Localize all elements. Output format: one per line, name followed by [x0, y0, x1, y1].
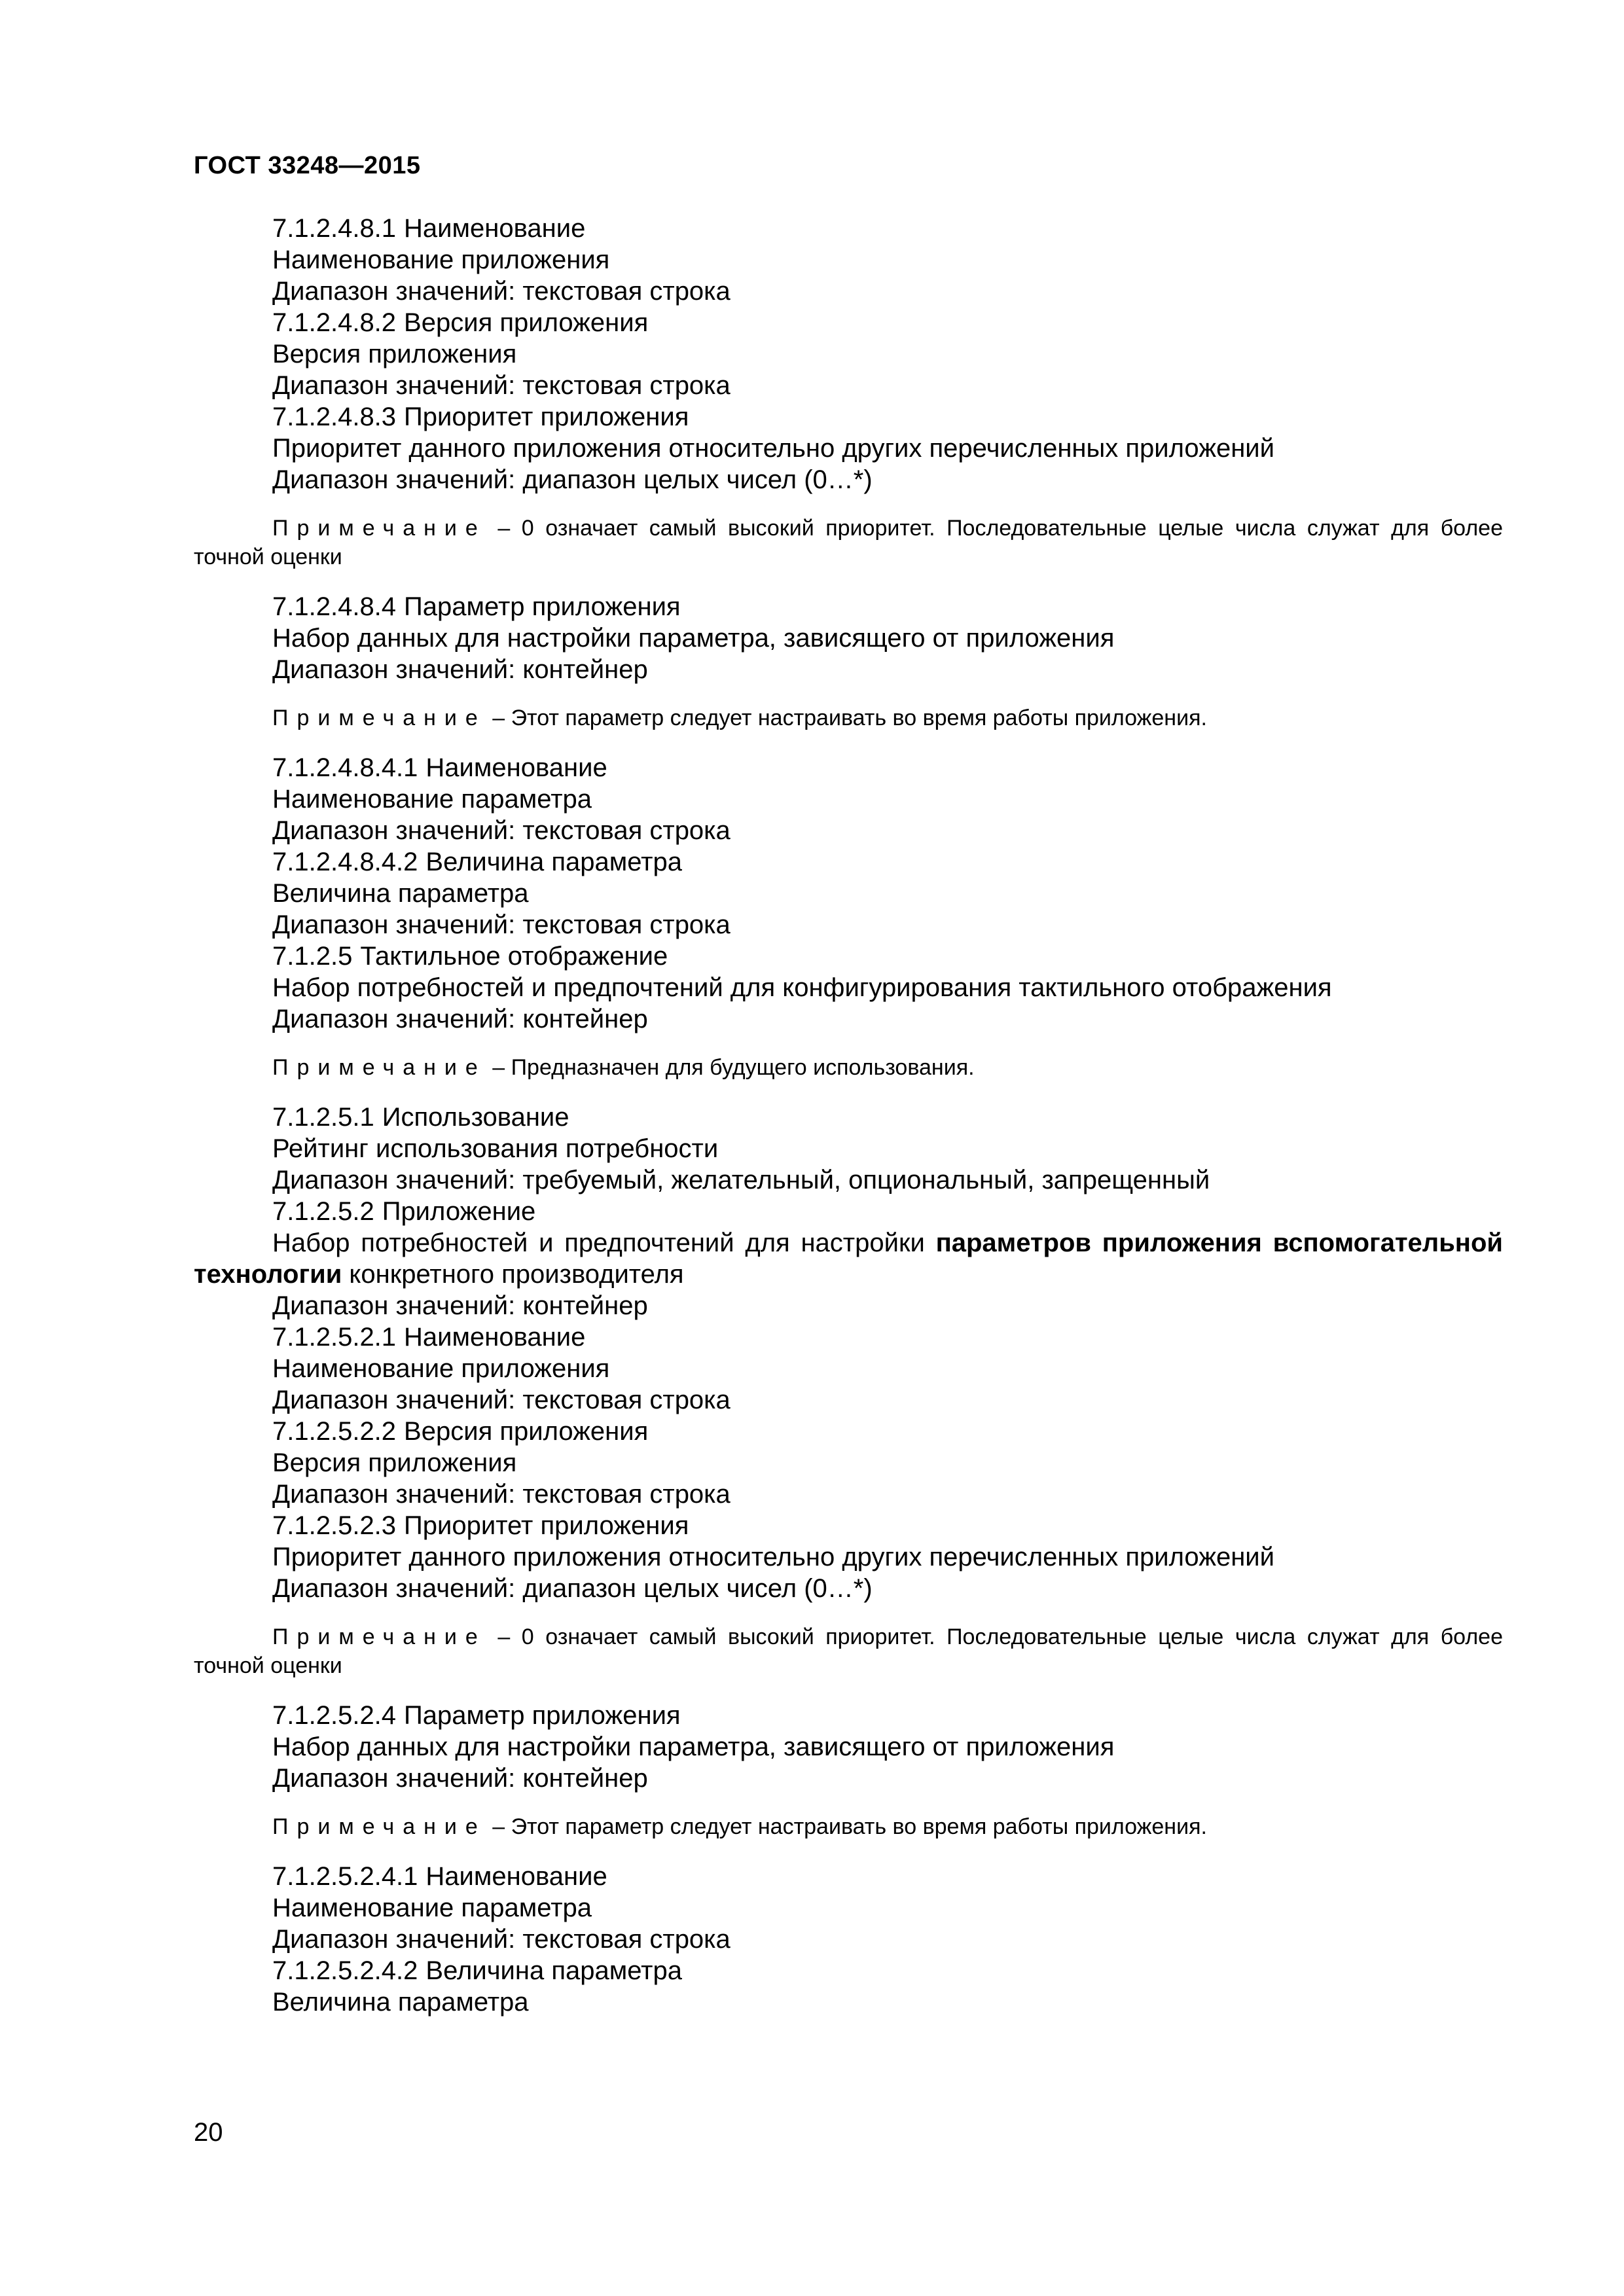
paragraph-text: Набор потребностей и предпочтений для настройки [272, 1229, 936, 1257]
clause-number: 7.1.2.5 [272, 942, 353, 971]
clause-heading [194, 1196, 1503, 1227]
clause-number: 7.1.2.4.8.4 [272, 592, 397, 621]
line-text: Наименование приложения [272, 1354, 610, 1383]
line-text: Диапазон значений: диапазон целых чисел (0…*) [272, 1574, 873, 1603]
line-text: Диапазон значений: контейнер [272, 655, 648, 684]
block-spacer [194, 685, 1503, 704]
clause-title: Наименование [425, 753, 607, 782]
text-line [194, 1892, 1503, 1924]
note-label: Примечание [272, 1624, 486, 1649]
line-text: Диапазон значений: текстовая строка [272, 816, 731, 845]
text-line [194, 1573, 1503, 1604]
line-text: Версия приложения [272, 1448, 517, 1477]
text-line [194, 909, 1503, 941]
clause-heading [194, 1955, 1503, 1986]
text-line [194, 972, 1503, 1003]
text-line [194, 878, 1503, 909]
note-text: – 0 означает самый высокий приоритет. Последовательные целые числа служат для более точной оценки [194, 1624, 1503, 1678]
line-text: Набор данных для настройки параметра, зависящего от приложения [272, 1732, 1115, 1761]
clause-title: Использование [382, 1103, 569, 1132]
text-line [194, 1924, 1503, 1955]
clause-title: Приоритет приложения [404, 403, 689, 431]
paragraph-bold-term: параметров приложения вспомогательной технологии [194, 1229, 1503, 1289]
text-line [194, 370, 1503, 401]
paragraph-text: конкретного производителя [342, 1260, 684, 1289]
line-text: Наименование приложения [272, 245, 610, 274]
clause-number: 7.1.2.4.8.1 [272, 214, 397, 243]
clause-title: Параметр приложения [404, 1701, 681, 1730]
text-line [194, 1731, 1503, 1763]
block-spacer [194, 1604, 1503, 1623]
clause-heading [194, 1510, 1503, 1541]
clause-heading [194, 846, 1503, 878]
clause-heading [194, 941, 1503, 972]
line-text: Диапазон значений: текстовая строка [272, 371, 731, 400]
clause-number: 7.1.2.5.1 [272, 1103, 374, 1132]
clause-number: 7.1.2.4.8.4.1 [272, 753, 418, 782]
clause-title: Величина параметра [425, 1956, 682, 1985]
text-line [194, 1986, 1503, 2018]
line-text: Диапазон значений: текстовая строка [272, 1480, 731, 1509]
line-text: Наименование параметра [272, 785, 592, 814]
line-text: Набор потребностей и предпочтений для конфигурирования тактильного отображения [272, 973, 1332, 1002]
text-line [194, 1447, 1503, 1479]
clause-heading [194, 752, 1503, 783]
paragraph [194, 1227, 1503, 1290]
line-text: Величина параметра [272, 879, 529, 908]
text-line [194, 338, 1503, 370]
clause-heading [194, 1416, 1503, 1447]
block-spacer [194, 1082, 1503, 1102]
text-line [194, 654, 1503, 685]
clause-heading [194, 1102, 1503, 1133]
clause-heading [194, 307, 1503, 338]
note-label: Примечание [272, 516, 486, 541]
block-spacer [194, 495, 1503, 514]
text-line [194, 1164, 1503, 1196]
clause-title: Тактильное отображение [360, 942, 668, 971]
clause-number: 7.1.2.5.2.4 [272, 1701, 397, 1730]
document-body [194, 213, 1503, 2018]
clause-heading [194, 1861, 1503, 1892]
note-label: Примечание [272, 706, 486, 730]
text-line [194, 622, 1503, 654]
note-text: – 0 означает самый высокий приоритет. Последовательные целые числа служат для более точной оценки [194, 516, 1503, 569]
note-text: – Этот параметр следует настраивать во время работы приложения. [486, 1814, 1207, 1839]
text-line [194, 783, 1503, 815]
block-spacer [194, 1794, 1503, 1812]
line-text: Диапазон значений: текстовая строка [272, 910, 731, 939]
text-line [194, 1003, 1503, 1035]
clause-number: 7.1.2.4.8.3 [272, 403, 397, 431]
line-text: Набор данных для настройки параметра, зависящего от приложения [272, 624, 1115, 653]
text-line [194, 1353, 1503, 1384]
document-header: ГОСТ 33248—2015 [194, 152, 421, 179]
text-line [194, 815, 1503, 846]
clause-title: Величина параметра [425, 848, 682, 876]
block-spacer [194, 1680, 1503, 1700]
note [194, 514, 1503, 571]
text-line [194, 1479, 1503, 1510]
note-label: Примечание [272, 1055, 486, 1080]
clause-number: 7.1.2.5.2.4.1 [272, 1862, 418, 1891]
line-text: Диапазон значений: текстовая строка [272, 277, 731, 306]
clause-title: Версия приложения [404, 1417, 649, 1446]
line-text: Диапазон значений: текстовая строка [272, 1386, 731, 1414]
clause-number: 7.1.2.5.2.3 [272, 1511, 397, 1540]
clause-heading [194, 213, 1503, 244]
line-text: Приоритет данного приложения относительно других перечисленных приложений [272, 434, 1274, 463]
clause-title: Приложение [382, 1197, 536, 1226]
clause-title: Приоритет приложения [404, 1511, 689, 1540]
clause-title: Наименование [425, 1862, 607, 1891]
text-line [194, 276, 1503, 307]
note-text: – Предназначен для будущего использования. [486, 1055, 975, 1080]
text-line [194, 1290, 1503, 1321]
page-number: 20 [194, 2118, 223, 2147]
note [194, 1812, 1503, 1841]
clause-number: 7.1.2.5.2 [272, 1197, 374, 1226]
clause-number: 7.1.2.5.2.1 [272, 1323, 397, 1352]
line-text: Диапазон значений: контейнер [272, 1005, 648, 1033]
clause-title: Наименование [404, 214, 586, 243]
block-spacer [194, 1035, 1503, 1053]
block-spacer [194, 571, 1503, 591]
clause-heading [194, 1700, 1503, 1731]
line-text: Наименование параметра [272, 1893, 592, 1922]
clause-title: Версия приложения [404, 308, 649, 337]
clause-heading [194, 591, 1503, 622]
text-line [194, 1763, 1503, 1794]
note [194, 1053, 1503, 1082]
clause-heading [194, 401, 1503, 433]
clause-number: 7.1.2.5.2.4.2 [272, 1956, 418, 1985]
clause-title: Наименование [404, 1323, 586, 1352]
note [194, 1623, 1503, 1680]
block-spacer [194, 1841, 1503, 1861]
note-text: – Этот параметр следует настраивать во время работы приложения. [486, 706, 1207, 730]
text-line [194, 1384, 1503, 1416]
line-text: Диапазон значений: диапазон целых чисел (0…*) [272, 465, 873, 494]
clause-number: 7.1.2.4.8.4.2 [272, 848, 418, 876]
line-text: Диапазон значений: требуемый, желательный, опциональный, запрещенный [272, 1166, 1210, 1194]
line-text: Версия приложения [272, 340, 517, 368]
line-text: Диапазон значений: текстовая строка [272, 1925, 731, 1954]
line-text: Диапазон значений: контейнер [272, 1291, 648, 1320]
text-line [194, 433, 1503, 464]
note-label: Примечание [272, 1814, 486, 1839]
text-line [194, 1541, 1503, 1573]
clause-title: Параметр приложения [404, 592, 681, 621]
line-text: Приоритет данного приложения относительно других перечисленных приложений [272, 1543, 1274, 1571]
clause-heading [194, 1321, 1503, 1353]
clause-number: 7.1.2.5.2.2 [272, 1417, 397, 1446]
line-text: Величина параметра [272, 1988, 529, 2017]
text-line [194, 244, 1503, 276]
text-line [194, 464, 1503, 495]
clause-number: 7.1.2.4.8.2 [272, 308, 397, 337]
line-text: Диапазон значений: контейнер [272, 1764, 648, 1793]
note [194, 704, 1503, 732]
block-spacer [194, 732, 1503, 752]
line-text: Рейтинг использования потребности [272, 1134, 719, 1163]
text-line [194, 1133, 1503, 1164]
